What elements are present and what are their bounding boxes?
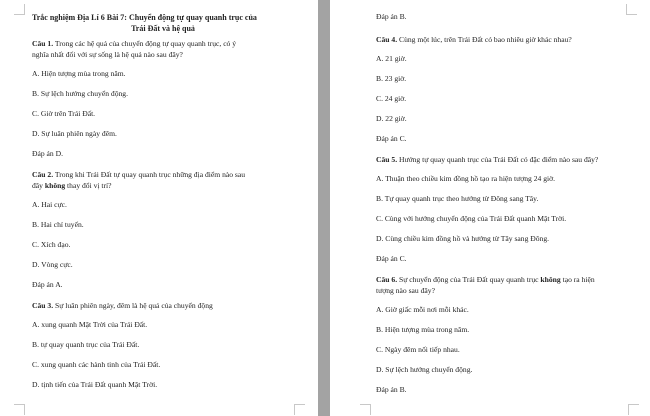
- question-5: [376, 154, 636, 165]
- option-d: D. Sự luân phiên ngày đêm.: [32, 129, 117, 138]
- question-text: Sự chuyển động của Trái Đất quay quanh trục: [397, 275, 541, 284]
- option-d: D. Sự lệch hướng chuyển động.: [376, 365, 473, 374]
- option-a: A. Hiện tượng mùa trong năm.: [32, 69, 126, 78]
- question-text: nghĩa nhất đối với sự sống là hệ quả nào sau đây?: [32, 50, 183, 59]
- page-corner-mark: [294, 404, 305, 415]
- document-page-right: [330, 0, 650, 416]
- question-label: Câu 6.: [376, 275, 398, 284]
- answer: Đáp án B.: [376, 12, 407, 21]
- document-title-line1: Trắc nghiệm Địa Lí 6 Bài 7: Chuyển động tự quay quanh trục của: [32, 13, 257, 22]
- option-c: C. Ngày đêm nối tiếp nhau.: [376, 345, 460, 354]
- option-c: C. xung quanh các hành tinh của Trái Đất.: [32, 360, 161, 369]
- option-b: B. Hai chí tuyến.: [32, 220, 84, 229]
- question-text: đây: [32, 181, 45, 190]
- answer: Đáp án C.: [376, 134, 407, 143]
- option-a: A. Giờ giấc mỗi nơi mỗi khác.: [376, 305, 469, 314]
- answer: Đáp án D.: [32, 149, 63, 158]
- question-text: Hướng tự quay quanh trục của Trái Đất có đặc điểm nào sau đây?: [397, 155, 599, 164]
- answer: Đáp án C.: [376, 254, 407, 263]
- option-a: A. Hai cực.: [32, 200, 67, 209]
- question-text: Cùng một lúc, trên Trái Đất có bao nhiêu giờ khác nhau?: [397, 35, 572, 44]
- question-text: tạo ra hiện: [560, 275, 595, 284]
- option-b: B. 23 giờ.: [376, 74, 407, 83]
- question-label: Câu 5.: [376, 155, 398, 164]
- question-label: Câu 3.: [32, 301, 54, 310]
- question-label: Câu 2.: [32, 170, 54, 179]
- question-emphasis: không: [44, 181, 66, 190]
- option-c: C. Giờ trên Trái Đất.: [32, 109, 96, 118]
- option-a: A. Thuận theo chiều kim đồng hồ tạo ra hiện tượng 24 giờ.: [376, 174, 556, 183]
- option-d: D. Vòng cực.: [32, 260, 73, 269]
- page-corner-mark: [14, 404, 25, 415]
- question-1: [32, 38, 304, 60]
- question-text: tượng nào sau đây?: [376, 286, 435, 295]
- page-gap: [318, 0, 330, 416]
- page-corner-mark: [360, 404, 371, 415]
- option-b: B. tự quay quanh trục của Trái Đất.: [32, 340, 140, 349]
- answer: Đáp án A.: [32, 280, 63, 289]
- question-2: [32, 169, 304, 191]
- question-text: Trong khi Trái Đất tự quay quanh trục những địa điểm nào sau: [53, 170, 246, 179]
- question-3: [32, 300, 304, 311]
- option-c: C. 24 giờ.: [376, 94, 407, 103]
- option-c: C. Xích đạo.: [32, 240, 71, 249]
- question-text: Trong các hệ quả của chuyển động tự quay quanh trục, có ý: [53, 39, 237, 48]
- question-text: thay đổi vị trí?: [65, 181, 112, 190]
- option-b: B. Sự lệch hướng chuyển động.: [32, 89, 128, 98]
- option-d: D. tịnh tiến của Trái Đất quanh Mặt Trời.: [32, 380, 158, 389]
- option-b: B. Tự quay quanh trục theo hướng từ Đông sang Tây.: [376, 194, 539, 203]
- option-b: B. Hiện tượng mùa trong năm.: [376, 325, 470, 334]
- question-label: Câu 4.: [376, 35, 398, 44]
- page-corner-mark: [626, 4, 637, 15]
- option-d: D. 22 giờ.: [376, 114, 407, 123]
- question-4: [376, 34, 636, 45]
- question-emphasis: không: [540, 275, 561, 284]
- option-a: A. 21 giờ.: [376, 54, 407, 63]
- question-label: Câu 1.: [32, 39, 54, 48]
- option-d: D. Cùng chiều kim đồng hồ và hướng từ Tây sang Đông.: [376, 234, 550, 243]
- question-text: Sự luân phiên ngày, đêm là hệ quả của chuyển động: [53, 301, 213, 310]
- document-title-line2: Trái Đất và hệ quả: [131, 24, 195, 33]
- option-a: A. xung quanh Mặt Trời của Trái Đất.: [32, 320, 148, 329]
- page-corner-mark: [14, 4, 25, 15]
- document-page-left: [0, 0, 318, 416]
- answer: Đáp án B.: [376, 385, 407, 394]
- option-c: C. Cùng với hướng chuyển động của Trái Đất quanh Mặt Trời.: [376, 214, 567, 223]
- question-6: [376, 274, 636, 296]
- page-corner-mark: [628, 404, 639, 415]
